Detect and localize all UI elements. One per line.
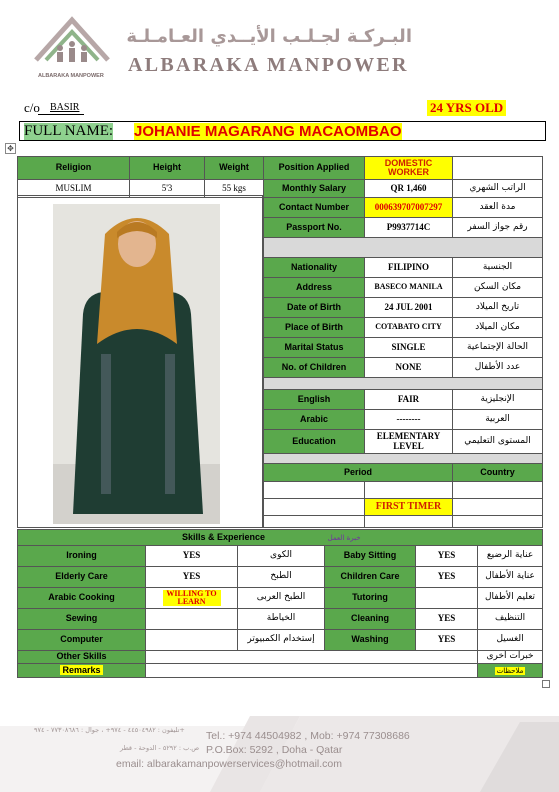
contact-number-ar: مدة العقد: [453, 198, 543, 218]
table-resize-handle[interactable]: [542, 680, 550, 688]
skill-computer-value: [146, 630, 238, 651]
footer-pobox-arabic: ص.ب : ٥٢٩٢ - الدوحة - قطر: [120, 744, 200, 752]
passport-no-ar: رقم جواز السفر: [453, 218, 543, 238]
details-table: [263, 156, 543, 528]
arabic-ar: العربية: [453, 410, 543, 430]
nationality-label: Nationality: [264, 258, 365, 278]
no-of-children-ar: عدد الأطفال: [453, 358, 543, 378]
marital-status-label: Marital Status: [264, 338, 365, 358]
period-label: Period: [264, 464, 453, 482]
height-label: Height: [130, 157, 205, 180]
nationality-value: FILIPINO: [365, 258, 453, 278]
position-applied-value: DOMESTIC WORKER: [365, 157, 453, 180]
skills-table: [17, 529, 543, 678]
remarks-label: Remarks: [62, 664, 101, 675]
height-value: 5'3: [130, 180, 205, 198]
weight-label: Weight: [205, 157, 264, 180]
skill-computer-ar: إستخدام الكمبيوتر: [238, 630, 325, 651]
skill-ironing-ar: الكوى: [238, 546, 325, 567]
skill-elderly-care-label: Elderly Care: [18, 567, 146, 588]
co-underline: [38, 114, 84, 115]
skills-experience-ar: خبرة العمل: [327, 533, 361, 542]
religion-value: MUSLIM: [18, 180, 130, 198]
co-value: BASIR: [50, 102, 80, 113]
skill-children-care-ar: عناية الأطفال: [478, 567, 543, 588]
skill-elderly-care-value: YES: [146, 567, 238, 588]
arabic-label: Arabic: [264, 410, 365, 430]
place-of-birth-value: COTABATO CITY: [365, 318, 453, 338]
footer-phone: Tel.: +974 44504982 , Mob: +974 77308686: [206, 730, 410, 742]
company-name: ALBARAKA MANPOWER: [128, 54, 409, 76]
skill-sewing-value: [146, 609, 238, 630]
english-value: FAIR: [365, 390, 453, 410]
co-label: c/o: [24, 100, 40, 115]
skill-arabic-cooking-value: WILLING TO LEARN: [163, 590, 221, 607]
date-of-birth-ar: تاريخ الميلاد: [453, 298, 543, 318]
contact-number-label: Contact Number: [264, 198, 365, 218]
full-name-row: [19, 121, 546, 141]
country-label: Country: [453, 464, 543, 482]
skill-children-care-label: Children Care: [325, 567, 416, 588]
place-of-birth-label: Place of Birth: [264, 318, 365, 338]
address-value: BASECO MANILA: [365, 278, 453, 298]
full-name-value: JOHANIE MAGARANG MACAOMBAO: [134, 123, 402, 140]
skill-washing-ar: الغسيل: [478, 630, 543, 651]
skill-tutoring-label: Tutoring: [325, 588, 416, 609]
passport-no-value: P9937714C: [365, 218, 453, 238]
skill-ironing-label: Ironing: [18, 546, 146, 567]
skill-washing-label: Washing: [325, 630, 416, 651]
skill-tutoring-value: [416, 588, 478, 609]
skill-sewing-label: Sewing: [18, 609, 146, 630]
skill-cleaning-ar: التنظيف: [478, 609, 543, 630]
weight-value: 55 kgs: [205, 180, 264, 198]
other-skills-label: Other Skills: [18, 651, 146, 664]
skill-baby-sitting-ar: عناية الرضيع: [478, 546, 543, 567]
skill-computer-label: Computer: [18, 630, 146, 651]
candidate-photo: [53, 204, 220, 524]
company-logo: [32, 14, 112, 80]
address-label: Address: [264, 278, 365, 298]
personal-info-table: [17, 156, 264, 198]
religion-label: Religion: [18, 157, 130, 180]
date-of-birth-label: Date of Birth: [264, 298, 365, 318]
remarks-ar: ملاحظات: [496, 666, 524, 675]
table-move-handle[interactable]: ✥: [5, 143, 16, 154]
contact-number-value: 000639707007297: [365, 198, 453, 218]
education-label: Education: [264, 430, 365, 454]
skill-arabic-cooking-ar: الطبخ العربى: [238, 588, 325, 609]
monthly-salary-value: QR 1,460: [365, 180, 453, 198]
experience-note: FIRST TIMER: [365, 499, 453, 516]
skills-experience-label: Skills & Experience: [182, 531, 266, 542]
skill-sewing-ar: الخياطة: [238, 609, 325, 630]
address-ar: مكان السكن: [453, 278, 543, 298]
education-ar: المستوى التعليمي: [453, 430, 543, 454]
monthly-salary-label: Monthly Salary: [264, 180, 365, 198]
skill-baby-sitting-value: YES: [416, 546, 478, 567]
footer-pobox: P.O.Box: 5292 , Doha - Qatar: [206, 744, 343, 756]
skill-tutoring-ar: تعليم الأطفال: [478, 588, 543, 609]
marital-status-ar: الحالة الإجتماعية: [453, 338, 543, 358]
no-of-children-value: NONE: [365, 358, 453, 378]
marital-status-value: SINGLE: [365, 338, 453, 358]
english-label: English: [264, 390, 365, 410]
skill-arabic-cooking-label: Arabic Cooking: [18, 588, 146, 609]
skill-cleaning-value: YES: [416, 609, 478, 630]
position-applied-label: Position Applied: [264, 157, 365, 180]
english-ar: الإنجليزية: [453, 390, 543, 410]
skill-baby-sitting-label: Baby Sitting: [325, 546, 416, 567]
skill-children-care-value: YES: [416, 567, 478, 588]
no-of-children-label: No. of Children: [264, 358, 365, 378]
skill-ironing-value: YES: [146, 546, 238, 567]
arabic-value: --------: [365, 410, 453, 430]
footer-phone-arabic: تليفون : ٤٤٥٠٤٩٨٢ - ٩٧٤+ ، جوال : ٧٧٣٠٨٦٨٦ - ٩٧٤+: [34, 726, 185, 734]
full-name-label: FULL NAME:: [24, 123, 114, 139]
footer-email[interactable]: email: albarakamanpowerservices@hotmail.com: [116, 758, 342, 770]
monthly-salary-ar: الراتب الشهري: [453, 180, 543, 198]
other-skills-ar: خبرات أخرى: [478, 651, 543, 664]
company-name-arabic: البـركـة لجـلـب الأيــدي العـامـلـة: [126, 26, 412, 47]
passport-no-label: Passport No.: [264, 218, 365, 238]
skill-elderly-care-ar: الطبخ: [238, 567, 325, 588]
nationality-ar: الجنسية: [453, 258, 543, 278]
skill-cleaning-label: Cleaning: [325, 609, 416, 630]
skill-washing-value: YES: [416, 630, 478, 651]
education-value: ELEMENTARY LEVEL: [365, 430, 453, 454]
date-of-birth-value: 24 JUL 2001: [365, 298, 453, 318]
logo-caption: ALBARAKA MANPOWER: [38, 73, 104, 79]
place-of-birth-ar: مكان الميلاد: [453, 318, 543, 338]
age-badge: 24 YRS OLD: [427, 100, 506, 116]
